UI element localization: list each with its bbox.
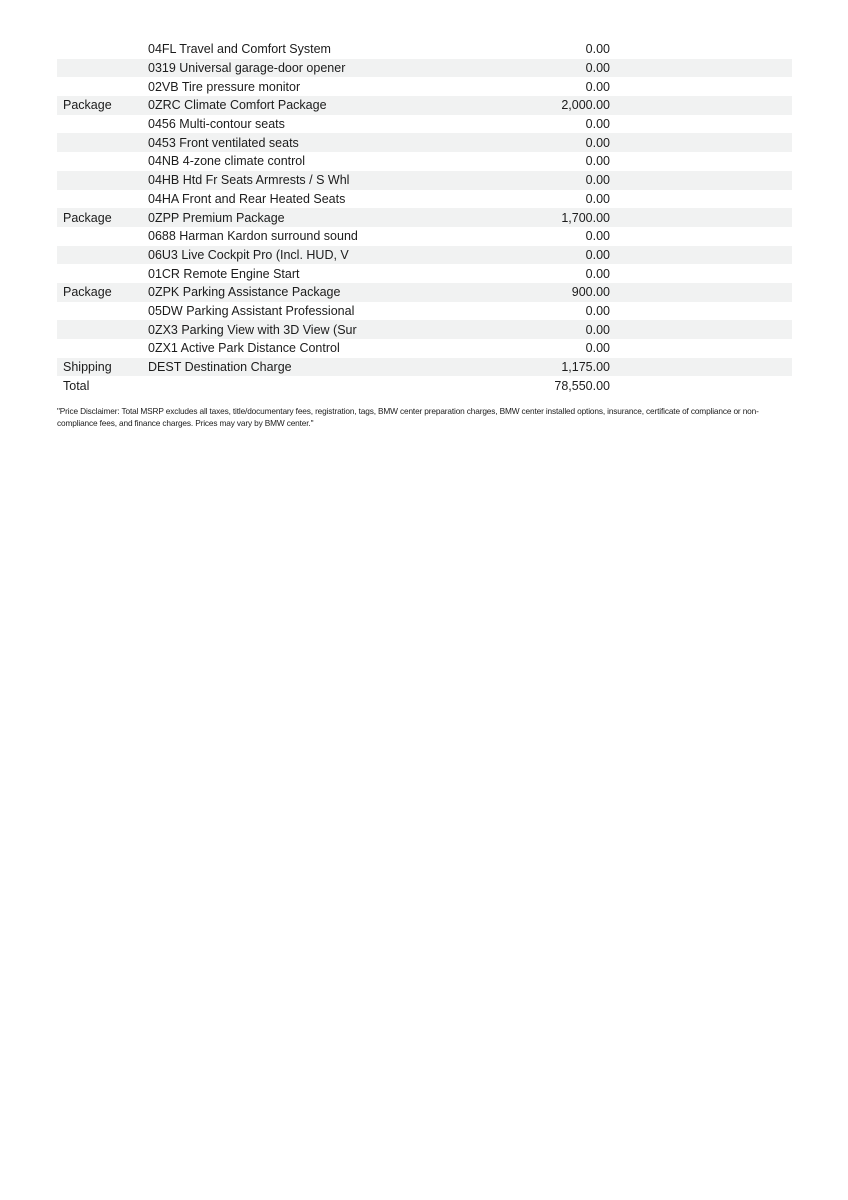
row-category-label: Total — [63, 378, 90, 393]
row-item-description: 0ZRC Climate Comfort Package — [148, 98, 327, 113]
table-row — [57, 190, 792, 209]
table-row — [57, 133, 792, 152]
row-category-label: Package — [63, 210, 112, 225]
table-row — [57, 264, 792, 283]
row-price: 0.00 — [585, 303, 610, 318]
table-row — [57, 96, 792, 115]
row-price: 78,550.00 — [554, 378, 610, 393]
row-category-label: Package — [63, 98, 112, 113]
row-price: 2,000.00 — [561, 98, 610, 113]
table-row — [57, 376, 792, 395]
row-price: 0.00 — [585, 135, 610, 150]
table-row — [57, 227, 792, 246]
table-row — [57, 246, 792, 265]
table-row — [57, 283, 792, 302]
row-price: 1,700.00 — [561, 210, 610, 225]
row-item-description: 0ZPK Parking Assistance Package — [148, 285, 341, 300]
table-row — [57, 77, 792, 96]
row-item-description: DEST Destination Charge — [148, 360, 292, 375]
row-price: 1,175.00 — [561, 360, 610, 375]
row-item-description: 0ZPP Premium Package — [148, 210, 285, 225]
table-row — [57, 208, 792, 227]
row-item-description: 04FL Travel and Comfort System — [148, 42, 331, 57]
row-category-label: Shipping — [63, 360, 112, 375]
row-item-description: 02VB Tire pressure monitor — [148, 79, 301, 94]
row-item-description: 0ZX3 Parking View with 3D View (Sur — [148, 322, 357, 337]
table-row — [57, 302, 792, 321]
row-item-description: 04HA Front and Rear Heated Seats — [148, 191, 346, 206]
row-category-label: Package — [63, 285, 112, 300]
table-row — [57, 171, 792, 190]
table-row — [57, 339, 792, 358]
row-item-description: 05DW Parking Assistant Professional — [148, 303, 355, 318]
table-row — [57, 59, 792, 78]
row-price: 0.00 — [585, 229, 610, 244]
row-price: 0.00 — [585, 117, 610, 132]
row-item-description: 0688 Harman Kardon surround sound — [148, 229, 358, 244]
row-price: 0.00 — [585, 154, 610, 169]
row-item-description: 04NB 4-zone climate control — [148, 154, 306, 169]
row-price: 0.00 — [585, 173, 610, 188]
row-item-description: 0319 Universal garage-door opener — [148, 61, 346, 76]
table-row — [57, 320, 792, 339]
table-row — [57, 115, 792, 134]
row-price: 0.00 — [585, 322, 610, 337]
table-row — [57, 358, 792, 377]
row-price: 900.00 — [571, 285, 610, 300]
price-disclaimer-text: "Price Disclaimer: Total MSRP excludes all taxes, title/documentary fees, registration, tags, BMW center preparation charges, BMW center installed options, insurance, certificate of compliance or non-compliance fees, and finance charges. Prices may vary by BMW center." — [57, 406, 759, 428]
row-price: 0.00 — [585, 61, 610, 76]
row-item-description: 01CR Remote Engine Start — [148, 266, 300, 281]
row-item-description: 04HB Htd Fr Seats Armrests / S Whl — [148, 173, 350, 188]
row-price: 0.00 — [585, 42, 610, 57]
row-price: 0.00 — [585, 247, 610, 262]
row-item-description: 0456 Multi-contour seats — [148, 117, 285, 132]
row-price: 0.00 — [585, 191, 610, 206]
table-row — [57, 40, 792, 59]
row-price: 0.00 — [585, 266, 610, 281]
row-item-description: 0453 Front ventilated seats — [148, 135, 299, 150]
row-item-description: 06U3 Live Cockpit Pro (Incl. HUD, V — [148, 247, 349, 262]
row-item-description: 0ZX1 Active Park Distance Control — [148, 341, 340, 356]
row-price: 0.00 — [585, 341, 610, 356]
row-price: 0.00 — [585, 79, 610, 94]
options-pricing-table — [57, 40, 792, 395]
table-row — [57, 152, 792, 171]
